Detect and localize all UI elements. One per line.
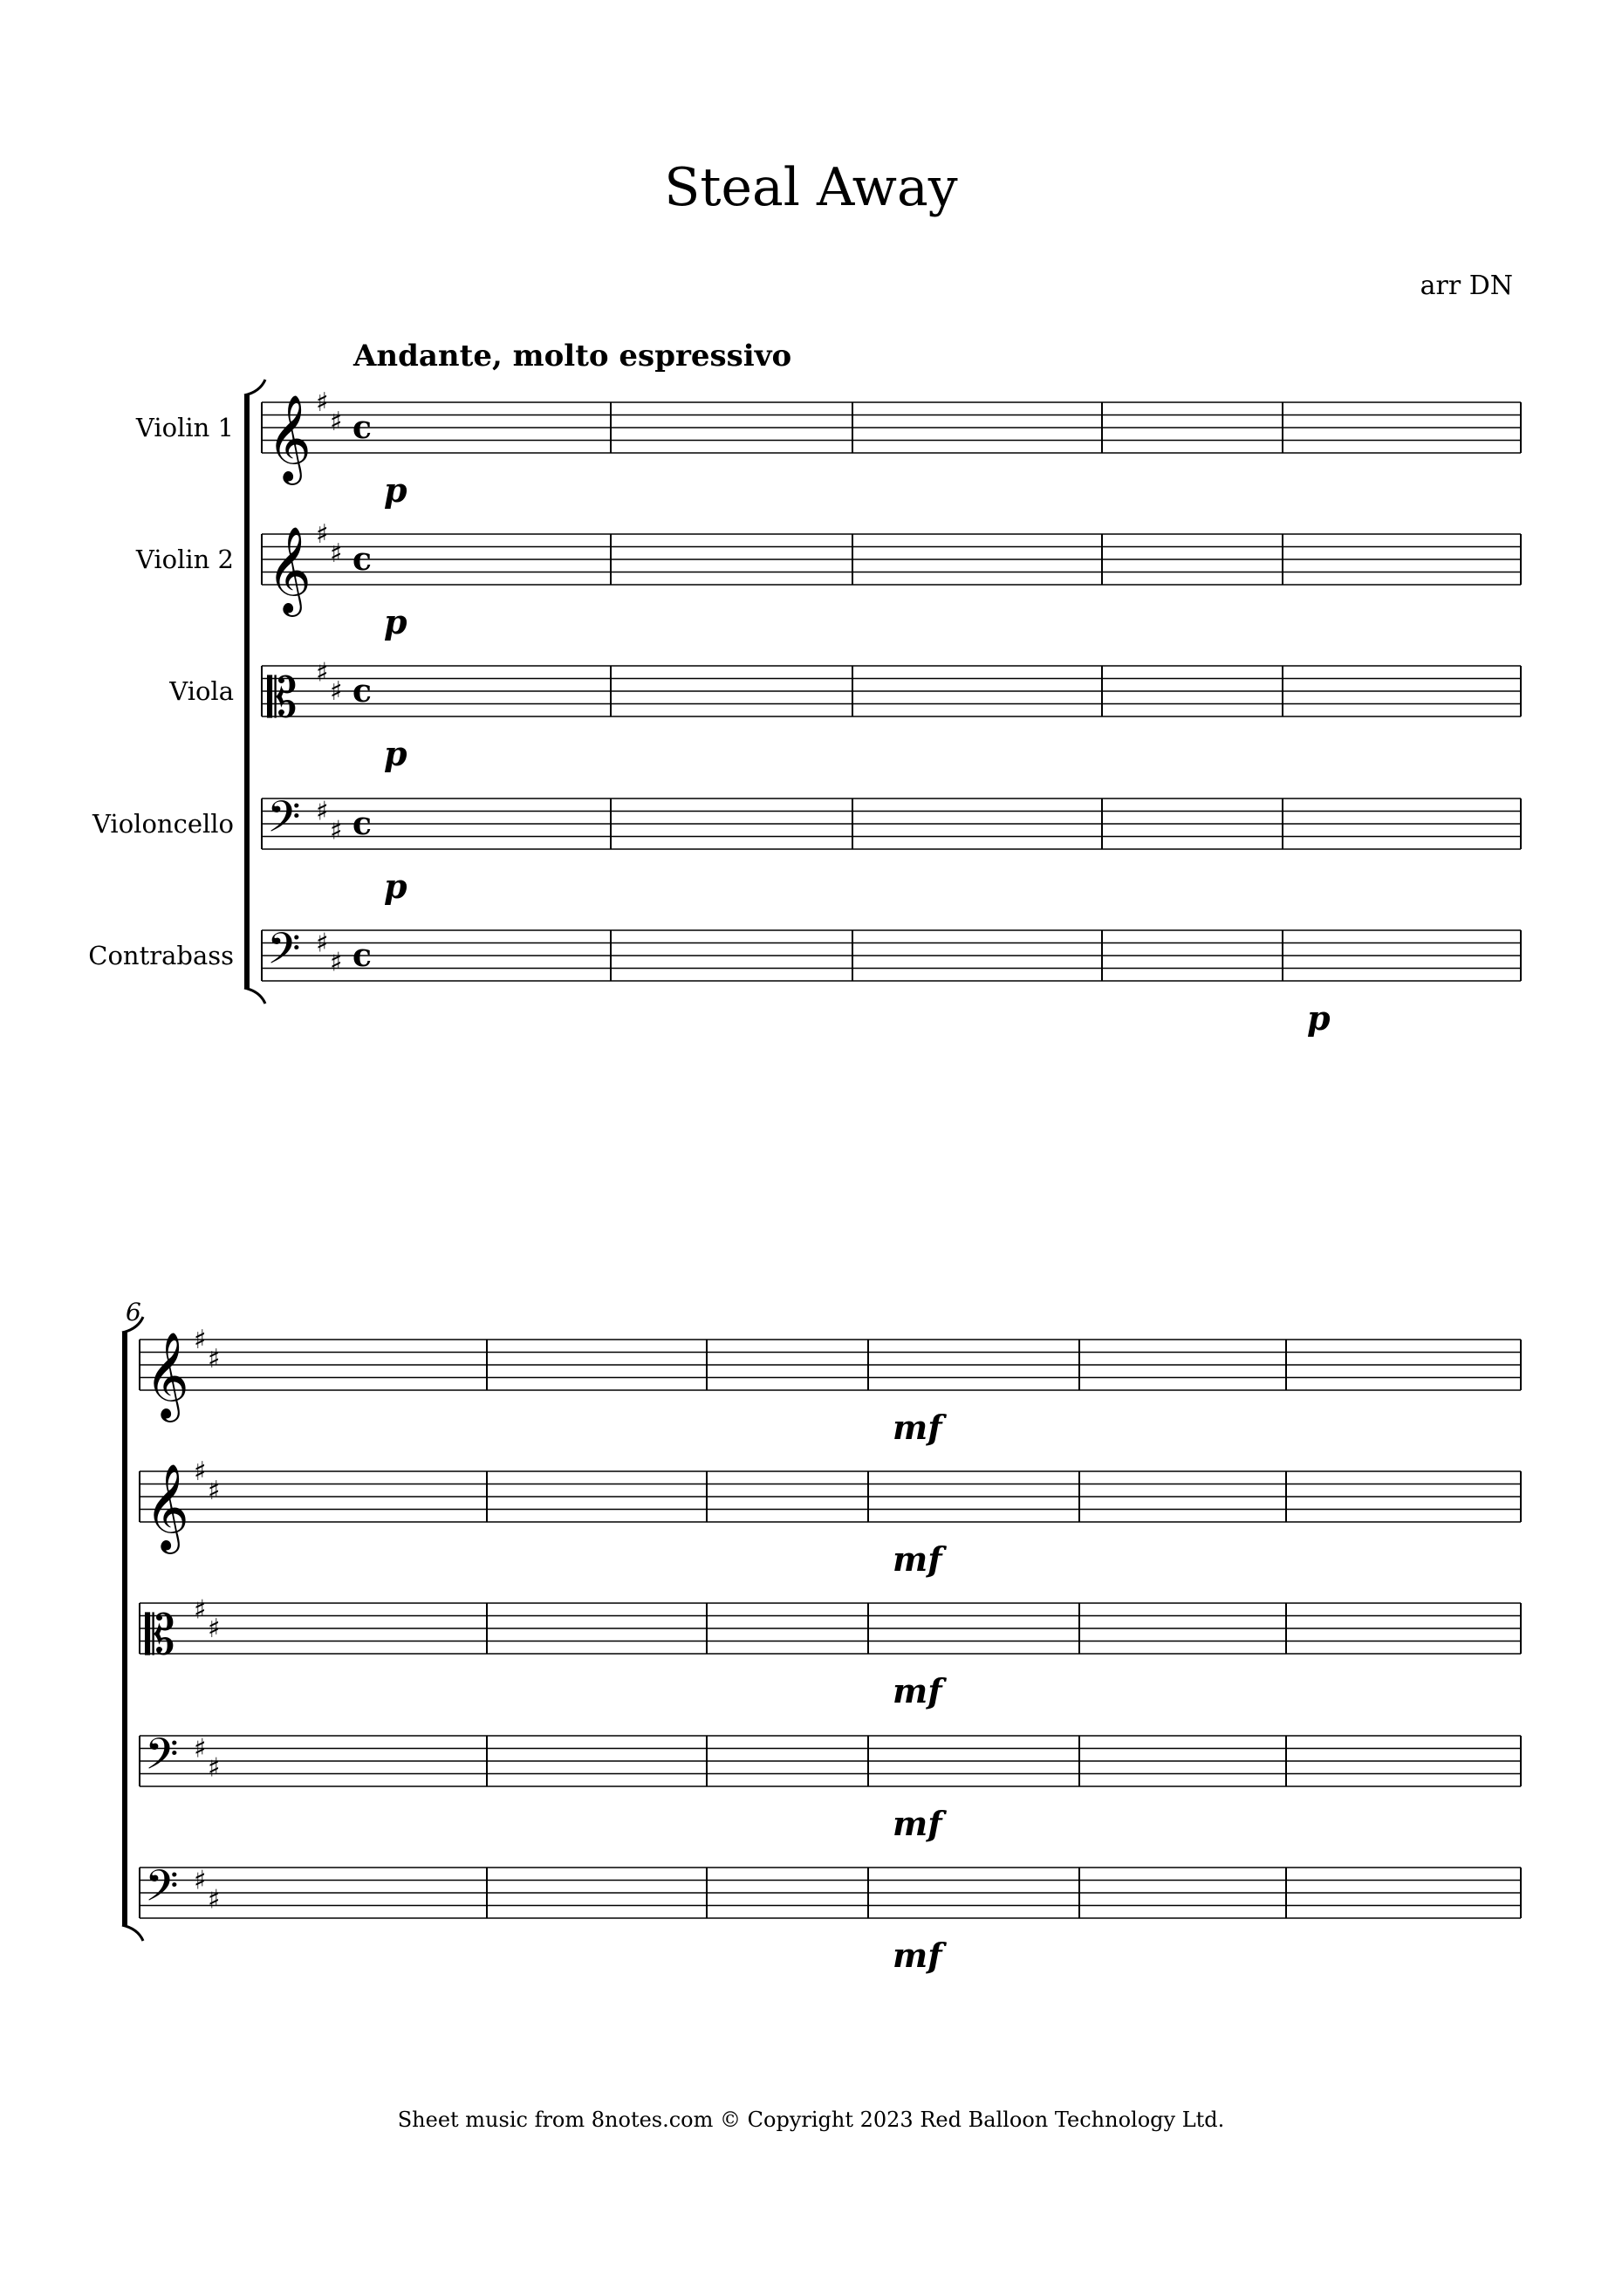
staff-contrabass [88,924,1521,985]
arranger-credit: arr DN [1420,271,1513,301]
staff-violin-2 [135,519,1521,617]
staff-violin-2 [140,1456,1521,1554]
instrument-label: Violin 1 [135,413,234,442]
instrument-label: Violin 2 [135,545,234,574]
sharp-icon: ♯ [194,1594,207,1626]
system-bracket [244,395,250,988]
sharp-icon: ♯ [330,406,343,437]
sharp-icon: ♯ [316,928,329,959]
sharp-icon: ♯ [316,519,329,550]
staff-violin-1 [135,387,1521,485]
bracket-top-hook [244,380,265,395]
staff-viola [140,1594,1521,1667]
dynamic-mf: mf [893,1804,942,1843]
dynamic-p: p [384,602,407,641]
dynamic-p: p [1307,998,1331,1038]
dynamic-p: p [384,470,407,510]
bass-clef-icon: 𝄢 [267,923,301,985]
dynamic-mf: mf [893,1936,942,1975]
common-time-icon: c [352,673,372,709]
staff-violin-1 [140,1325,1521,1422]
common-time-icon: c [352,937,372,974]
dynamic-p: p [384,734,407,773]
system-1 [88,380,1521,1038]
sharp-icon: ♯ [208,1752,221,1784]
bass-clef-icon: 𝄢 [145,1729,179,1791]
sharp-icon: ♯ [208,1475,221,1506]
common-time-icon: c [352,541,372,578]
sharp-icon: ♯ [330,947,343,978]
sharp-icon: ♯ [330,815,343,846]
bracket-bottom-hook [122,1925,143,1941]
sharp-icon: ♯ [208,1884,221,1916]
sharp-icon: ♯ [316,657,329,689]
sharp-icon: ♯ [208,1614,221,1644]
sharp-icon: ♯ [194,1325,207,1355]
staff-contrabass [140,1861,1521,1922]
system-bracket [122,1333,127,1925]
instrument-label: Viola [169,676,234,706]
alto-clef-icon: 𝄡 [145,1603,175,1667]
sharp-icon: ♯ [330,538,343,569]
treble-clef-icon: 𝄞 [267,394,311,482]
dynamic-mf: mf [893,1539,942,1579]
sharp-icon: ♯ [316,387,329,418]
staff-violoncello [92,792,1521,853]
staff-violoncello [140,1730,1521,1791]
instrument-label: Violoncello [92,809,234,839]
staff-viola [168,657,1521,730]
alto-clef-icon: 𝄡 [267,666,298,730]
treble-clef-icon: 𝄞 [145,1463,189,1551]
tempo-marking: Andante, molto espressivo [353,339,792,374]
system-2 [122,1298,1521,1975]
bass-clef-icon: 𝄢 [145,1861,179,1922]
sharp-icon: ♯ [194,1865,207,1896]
dynamic-mf: mf [893,1671,942,1710]
sharp-icon: ♯ [316,796,329,827]
bass-clef-icon: 𝄢 [267,792,301,853]
treble-clef-icon: 𝄞 [145,1332,189,1419]
common-time-icon: c [352,805,372,842]
dynamic-p: p [384,867,407,906]
sharp-icon: ♯ [330,676,343,707]
sharp-icon: ♯ [208,1343,221,1374]
measure-number: 6 [126,1298,141,1326]
instrument-label: Contrabass [88,941,234,970]
dynamic-mf: mf [893,1408,942,1447]
copyright-footer: Sheet music from 8notes.com © Copyright 2023 Red Balloon Technology Ltd. [397,2108,1225,2132]
common-time-icon: c [352,409,372,446]
bracket-bottom-hook [244,988,265,1004]
score-title: Steal Away [664,157,958,218]
sharp-icon: ♯ [194,1456,207,1487]
sharp-icon: ♯ [194,1733,207,1765]
treble-clef-icon: 𝄞 [267,526,311,613]
